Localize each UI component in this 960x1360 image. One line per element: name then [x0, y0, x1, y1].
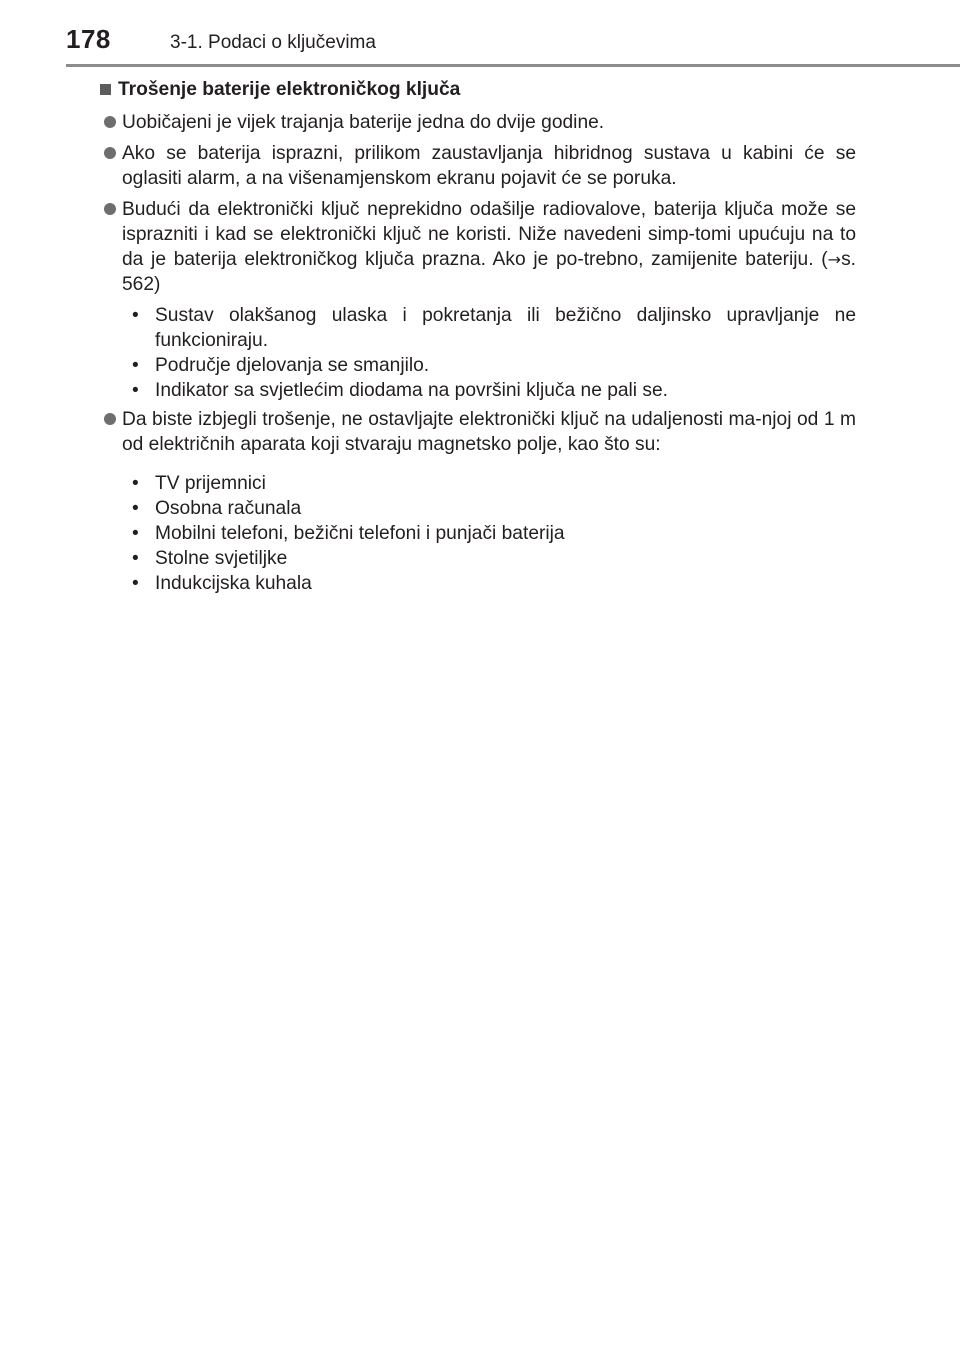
right-arrow-icon: → — [827, 250, 842, 269]
section-title: 3-1. Podaci o ključevima — [170, 32, 376, 53]
section-heading-text: Trošenje baterije elektroničkog ključa — [118, 79, 461, 100]
paragraph-text: Ako se baterija isprazni, prilikom zaustavljanja hibridnog sustava u kabini će se oglasiti alarm, a na višenamjenskom ekranu pojavit će se poruka. — [122, 143, 856, 189]
list-item — [127, 303, 856, 353]
page-header — [0, 0, 960, 66]
list-item — [127, 546, 856, 571]
paragraph-text: Uobičajeni je vijek trajanja baterije jedna do dvije godine. — [122, 112, 605, 133]
list-item-text: Stolne svjetiljke — [155, 548, 288, 569]
list-item-text: Osobna računala — [155, 498, 302, 519]
bullet-marker: • — [132, 548, 139, 569]
paragraph-text: Da biste izbjegli trošenje, ne ostavljajte elektronički ključ na udaljenosti ma-njoj od 1 m od električnih aparata koji stvaraju magnetsko polje, kao što su: — [122, 409, 856, 455]
section-heading — [98, 77, 856, 102]
circle-bullet-icon — [104, 203, 116, 215]
list-item-text: TV prijemnici — [155, 473, 266, 494]
list-item — [127, 571, 856, 596]
circle-bullet-icon — [104, 147, 116, 159]
paragraph-battery-drain — [104, 197, 856, 297]
appliance-list — [127, 471, 856, 596]
list-item-text: Mobilni telefoni, bežični telefoni i punjači baterija — [155, 523, 565, 544]
page-reference: s. 562) — [122, 249, 856, 295]
list-item — [127, 496, 856, 521]
list-item — [127, 353, 856, 378]
paragraph-text-body: Budući da elektronički ključ neprekidno odašilje radiovalove, baterija ključa može se isprazniti i kad se elektronički ključ ne koristi. Niže navedeni simp-tomi upućuju na to da je baterija elektroničkog ključa prazna. Ako je po-trebno, zamijenite bateriju. ( — [122, 199, 856, 270]
paragraph-battery-life — [104, 110, 856, 135]
paragraph-battery-alarm — [104, 141, 856, 191]
list-item — [127, 521, 856, 546]
main-content — [98, 77, 856, 600]
header-rule — [66, 64, 960, 67]
list-item-text: Indikator sa svjetlećim diodama na površini ključa ne pali se. — [155, 380, 668, 401]
paragraph-text — [122, 197, 856, 297]
bullet-marker: • — [132, 573, 139, 594]
bullet-marker: • — [132, 473, 139, 494]
paragraph-avoid-drain — [104, 407, 856, 457]
page-number: 178 — [66, 24, 111, 54]
circle-bullet-icon — [104, 413, 116, 425]
list-item-text: Sustav olakšanog ulaska i pokretanja ili bežično daljinsko upravljanje ne funkcioniraju. — [155, 305, 856, 351]
circle-bullet-icon — [104, 116, 116, 128]
list-item — [127, 471, 856, 496]
square-bullet-icon — [100, 84, 111, 95]
bullet-marker: • — [132, 355, 139, 376]
bullet-marker: • — [132, 523, 139, 544]
list-item-text: Područje djelovanja se smanjilo. — [155, 355, 430, 376]
bullet-marker: • — [132, 498, 139, 519]
symptom-list — [127, 303, 856, 403]
bullet-marker: • — [132, 380, 139, 401]
bullet-marker: • — [132, 305, 139, 326]
list-item — [127, 378, 856, 403]
list-item-text: Indukcijska kuhala — [155, 573, 312, 594]
